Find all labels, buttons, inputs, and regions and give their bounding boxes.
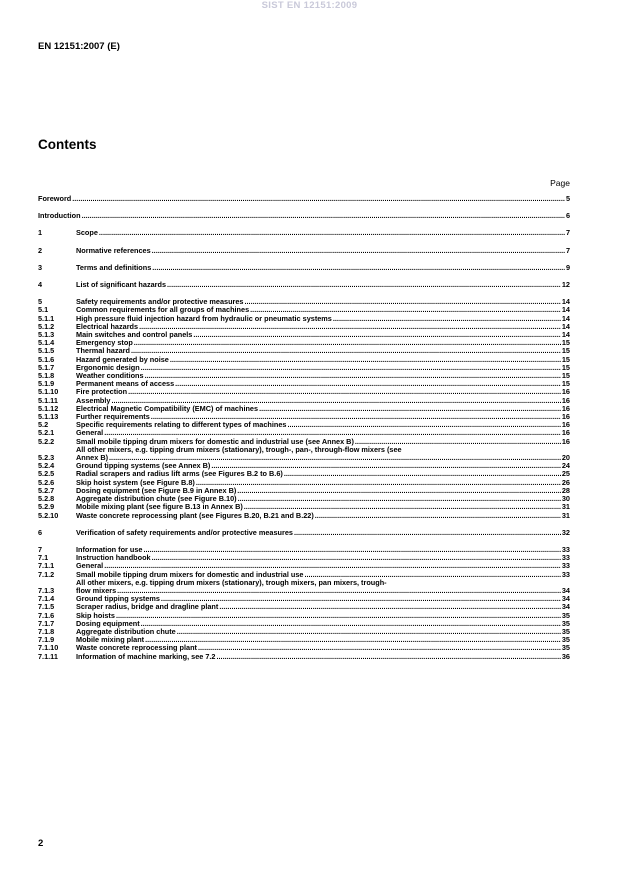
toc-entry-number: 7.1.7 bbox=[38, 618, 55, 628]
toc-entry-page: 36 bbox=[561, 651, 570, 661]
toc-entry-label: Terms and definitions bbox=[76, 262, 152, 272]
toc-entry-label-continued: Annex B) bbox=[76, 453, 109, 463]
toc-entry-page: 31 bbox=[561, 502, 570, 512]
toc-entry[interactable] bbox=[38, 212, 570, 220]
toc-entry-page: 7 bbox=[565, 245, 570, 255]
toc-entry-label: Introduction bbox=[38, 211, 81, 221]
toc-entry-label: Foreword bbox=[38, 194, 72, 203]
toc-entry-label: Safety requirements and/or protective measures bbox=[76, 297, 244, 307]
toc-leader-dots bbox=[219, 603, 561, 611]
toc-leader-dots bbox=[167, 281, 561, 289]
toc-entry-label: Dosing equipment bbox=[76, 618, 140, 628]
toc-entry-page: 9 bbox=[565, 262, 570, 272]
watermark: SIST EN 12151:2009 bbox=[261, 0, 358, 11]
toc-entry-number: 7 bbox=[38, 544, 43, 554]
toc-entry[interactable] bbox=[38, 512, 570, 520]
toc-entry-label: Emergency stop bbox=[76, 338, 133, 348]
toc-entry-number: 7.1.3 bbox=[38, 585, 55, 595]
toc-leader-dots bbox=[145, 372, 561, 380]
toc-entry-number: 5.2.5 bbox=[38, 469, 55, 479]
toc-entry[interactable] bbox=[38, 388, 570, 396]
toc-leader-dots bbox=[116, 612, 561, 620]
toc-entry-page: 20 bbox=[561, 453, 570, 463]
toc-leader-dots bbox=[238, 495, 561, 503]
toc-entry-label: Normative references bbox=[76, 245, 151, 255]
toc-leader-dots bbox=[245, 298, 561, 306]
toc-entry-page: 14 bbox=[561, 305, 570, 315]
toc-entry-page: 33 bbox=[561, 544, 570, 554]
toc-entry-label: Instruction handbook bbox=[76, 553, 151, 563]
table-of-contents bbox=[38, 195, 570, 661]
toc-entry-label: Ergonomic design bbox=[76, 362, 140, 372]
toc-entry-number: 6 bbox=[38, 527, 43, 537]
toc-entry-label: Main switches and control panels bbox=[76, 330, 193, 340]
toc-entry-label: Fire protection bbox=[76, 387, 128, 397]
toc-entry-label: Hazard generated by noise bbox=[76, 354, 169, 364]
toc-entry-number: 7.1.2 bbox=[38, 569, 55, 579]
toc-entry-label: Common requirements for all groups of machines bbox=[76, 305, 250, 315]
toc-entry-label: Permanent means of access bbox=[76, 379, 175, 389]
toc-entry-page: 33 bbox=[561, 569, 570, 579]
toc-leader-dots bbox=[72, 195, 565, 203]
toc-entry-label: Aggregate distribution chute bbox=[76, 626, 176, 636]
toc-leader-dots bbox=[82, 212, 565, 220]
toc-entry-label: Scope bbox=[76, 228, 98, 238]
toc-entry-label: Mobile mixing plant (see figure B.13 in Annex B) bbox=[76, 502, 243, 512]
toc-entry-page: 24 bbox=[561, 461, 570, 471]
toc-entry-label: Assembly bbox=[76, 395, 111, 405]
toc-entry[interactable] bbox=[38, 229, 570, 237]
toc-entry-page: 35 bbox=[561, 610, 570, 620]
toc-entry-number: 7.1.10 bbox=[38, 643, 59, 653]
toc-entry-page: 33 bbox=[561, 561, 570, 571]
toc-entry[interactable] bbox=[38, 579, 570, 595]
toc-entry-number: 5.1.7 bbox=[38, 362, 55, 372]
toc-entry-label: Electrical hazards bbox=[76, 321, 139, 331]
toc-leader-dots bbox=[143, 546, 560, 554]
toc-entry-number: 5.2.8 bbox=[38, 494, 55, 504]
toc-leader-dots bbox=[170, 356, 561, 364]
toc-entry[interactable] bbox=[38, 195, 570, 203]
toc-entry-number: 5.1.8 bbox=[38, 371, 55, 381]
toc-entry[interactable] bbox=[38, 653, 570, 661]
toc-entry-number: 5.1.12 bbox=[38, 403, 59, 413]
toc-entry-label: Ground tipping systems (see Annex B) bbox=[76, 461, 211, 471]
toc-entry-number: 5.2.7 bbox=[38, 485, 55, 495]
toc-entry-page: 14 bbox=[561, 330, 570, 340]
toc-entry-number: 5.1.11 bbox=[38, 395, 58, 405]
toc-entry-number: 5.1.4 bbox=[38, 338, 55, 348]
toc-entry[interactable] bbox=[38, 554, 570, 562]
toc-entry-page: 35 bbox=[561, 618, 570, 628]
toc-entry-page: 5 bbox=[565, 194, 570, 203]
toc-entry[interactable] bbox=[38, 603, 570, 611]
toc-entry-page: 15 bbox=[561, 362, 570, 372]
toc-entry-number: 5 bbox=[38, 297, 43, 307]
toc-entry-number: 4 bbox=[38, 280, 43, 290]
toc-leader-dots bbox=[134, 339, 561, 347]
toc-entry-page: 15 bbox=[561, 354, 570, 364]
toc-entry[interactable] bbox=[38, 421, 570, 429]
toc-entry-number: 5.1 bbox=[38, 305, 49, 315]
toc-leader-dots bbox=[196, 479, 561, 487]
toc-entry-number: 5.2.6 bbox=[38, 477, 55, 487]
toc-entry-label: Thermal hazard bbox=[76, 346, 130, 356]
toc-entry-page: 26 bbox=[561, 477, 570, 487]
toc-entry-page: 28 bbox=[561, 485, 570, 495]
toc-entry-page: 32 bbox=[561, 527, 570, 537]
toc-entry-page: 31 bbox=[561, 510, 570, 520]
toc-leader-dots bbox=[177, 628, 561, 636]
toc-entry-label: Electrical Magnetic Compatibility (EMC) of machines bbox=[76, 403, 259, 413]
toc-entry-label: Small mobile tipping drum mixers for domestic and industrial use bbox=[76, 569, 304, 579]
toc-entry-label: Dosing equipment (see Figure B.9 in Annex B) bbox=[76, 485, 237, 495]
toc-entry-number: 7.1.9 bbox=[38, 635, 55, 645]
toc-leader-dots bbox=[152, 264, 565, 272]
toc-entry-label: Waste concrete reprocessing plant bbox=[76, 643, 197, 653]
toc-entry-page: 30 bbox=[561, 494, 570, 504]
toc-entry-label: Radial scrapers and radius lift arms (see Figures B.2 to B.6) bbox=[76, 469, 283, 479]
toc-entry-number: 5.1.10 bbox=[38, 387, 59, 397]
toc-entry-label: All other mixers, e.g. tipping drum mixers (stationary), trough mixers, pan mixers, trough- bbox=[76, 577, 387, 587]
toc-entry-number: 7.1.11 bbox=[38, 651, 58, 661]
toc-leader-dots bbox=[141, 620, 561, 628]
toc-entry-page: 14 bbox=[561, 297, 570, 307]
toc-entry-page: 12 bbox=[561, 280, 570, 290]
toc-entry-label: Mobile mixing plant bbox=[76, 635, 145, 645]
toc-leader-dots bbox=[128, 388, 561, 396]
toc-leader-dots bbox=[217, 653, 561, 661]
toc-entry-label: Waste concrete reprocessing plant (see Figures B.20, B.21 and B.22) bbox=[76, 510, 314, 520]
toc-leader-dots bbox=[99, 229, 565, 237]
toc-leader-dots bbox=[237, 487, 561, 495]
toc-entry-label: Ground tipping systems bbox=[76, 594, 160, 604]
toc-leader-dots bbox=[131, 347, 561, 355]
toc-entry-number: 5.2.9 bbox=[38, 502, 55, 512]
toc-leader-dots bbox=[287, 421, 560, 429]
toc-entry-number: 5.1.13 bbox=[38, 412, 59, 422]
toc-entry-page: 35 bbox=[561, 643, 570, 653]
toc-entry-number: 2 bbox=[38, 245, 43, 255]
toc-entry-label: Specific requirements relating to different types of machines bbox=[76, 420, 287, 430]
toc-entry-label: Further requirements bbox=[76, 412, 150, 422]
toc-entry-page: 35 bbox=[561, 635, 570, 645]
toc-entry-label: List of significant hazards bbox=[76, 280, 167, 290]
toc-entry-page: 15 bbox=[561, 371, 570, 381]
toc-entry-label: Weather conditions bbox=[76, 371, 144, 381]
toc-entry-number: 3 bbox=[38, 262, 43, 272]
page-title: Contents bbox=[38, 137, 97, 152]
toc-entry-number: 5.1.6 bbox=[38, 354, 55, 364]
toc-entry-number: 5.2.2 bbox=[38, 436, 55, 446]
toc-entry-number: 5.2.1 bbox=[38, 428, 55, 438]
toc-entry-label: Skip hoist system (see Figure B.8) bbox=[76, 477, 195, 487]
toc-entry-number: 1 bbox=[38, 228, 43, 238]
toc-entry-label: Scraper radius, bridge and dragline plant bbox=[76, 602, 219, 612]
toc-leader-dots bbox=[198, 644, 561, 652]
toc-leader-dots bbox=[175, 380, 561, 388]
toc-entry-page: 16 bbox=[561, 436, 570, 446]
toc-entry[interactable] bbox=[38, 446, 570, 462]
toc-entry-label: General bbox=[76, 428, 104, 438]
toc-entry-number: 7.1 bbox=[38, 553, 49, 563]
toc-entry-page: 34 bbox=[561, 585, 570, 595]
toc-entry-label-continued: flow mixers bbox=[76, 585, 117, 595]
toc-leader-dots bbox=[152, 247, 565, 255]
document-id: EN 12151:2007 (E) bbox=[38, 41, 120, 52]
toc-entry-page: 15 bbox=[561, 379, 570, 389]
toc-entry-number: 5.1.3 bbox=[38, 330, 55, 340]
toc-entry-number: 5.2.3 bbox=[38, 453, 55, 463]
toc-entry-label: Small mobile tipping drum mixers for domestic and industrial use (see Annex B) bbox=[76, 436, 354, 446]
toc-entry-page: 16 bbox=[561, 412, 570, 422]
toc-entry-number: 5.1.5 bbox=[38, 346, 55, 356]
toc-entry-number: 5.1.9 bbox=[38, 379, 55, 389]
toc-entry-number: 5.2 bbox=[38, 420, 49, 430]
toc-entry-page: 16 bbox=[561, 420, 570, 430]
toc-entry[interactable] bbox=[38, 281, 570, 289]
toc-entry-page: 14 bbox=[561, 313, 570, 323]
toc-entry-label: Information of machine marking, see 7.2 bbox=[76, 651, 216, 661]
toc-leader-dots bbox=[259, 405, 561, 413]
toc-entry-page: 6 bbox=[565, 211, 570, 221]
toc-entry-page: 34 bbox=[561, 602, 570, 612]
toc-leader-dots bbox=[139, 323, 561, 331]
page-number: 2 bbox=[38, 838, 44, 849]
page-column-header: Page bbox=[550, 178, 570, 188]
toc-entry-label: Skip hoists bbox=[76, 610, 115, 620]
toc-entry-page: 34 bbox=[561, 594, 570, 604]
toc-entry-page: 16 bbox=[561, 403, 570, 413]
toc-leader-dots bbox=[193, 331, 561, 339]
toc-entry[interactable] bbox=[38, 247, 570, 255]
toc-leader-dots bbox=[333, 315, 561, 323]
toc-leader-dots bbox=[294, 529, 561, 537]
toc-entry[interactable] bbox=[38, 264, 570, 272]
toc-entry-number: 5.2.10 bbox=[38, 510, 59, 520]
toc-leader-dots bbox=[145, 636, 561, 644]
toc-entry-page: 25 bbox=[561, 469, 570, 479]
toc-entry-number: 5.1.1 bbox=[38, 313, 55, 323]
toc-entry-page: 35 bbox=[561, 626, 570, 636]
toc-leader-dots bbox=[284, 470, 561, 478]
toc-entry-number: 7.1.5 bbox=[38, 602, 55, 612]
toc-entry-page: 16 bbox=[561, 395, 570, 405]
toc-entry-label: Aggregate distribution chute (see Figure B.10) bbox=[76, 494, 237, 504]
toc-leader-dots bbox=[161, 595, 561, 603]
toc-entry[interactable] bbox=[38, 529, 570, 537]
toc-entry-page: 7 bbox=[565, 228, 570, 238]
toc-entry-number: 7.1.8 bbox=[38, 626, 55, 636]
toc-entry-label: Verification of safety requirements and/or protective measures bbox=[76, 527, 293, 537]
toc-entry-label: All other mixers, e.g. tipping drum mixers (stationary), trough-, pan-, through-flow mixers (see bbox=[76, 444, 402, 454]
toc-entry-number: 7.1.1 bbox=[38, 561, 55, 571]
toc-entry-label: General bbox=[76, 561, 104, 571]
toc-entry-label: High pressure fluid injection hazard from hydraulic or pneumatic systems bbox=[76, 313, 332, 323]
toc-entry-page: 14 bbox=[561, 321, 570, 331]
toc-entry-number: 5.1.2 bbox=[38, 321, 55, 331]
toc-entry-page: 33 bbox=[561, 553, 570, 563]
toc-leader-dots bbox=[117, 587, 561, 595]
toc-entry-number: 7.1.6 bbox=[38, 610, 55, 620]
toc-entry-label: Information for use bbox=[76, 544, 143, 554]
toc-entry-number: 7.1.4 bbox=[38, 594, 55, 604]
toc-entry-number: 5.2.4 bbox=[38, 461, 55, 471]
toc-entry-page: 16 bbox=[561, 428, 570, 438]
toc-entry-page: 15 bbox=[561, 346, 570, 356]
toc-leader-dots bbox=[152, 554, 561, 562]
toc-entry-page: 15 bbox=[561, 338, 570, 348]
toc-leader-dots bbox=[315, 512, 561, 520]
toc-entry-page: 16 bbox=[561, 387, 570, 397]
toc-leader-dots bbox=[141, 364, 561, 372]
